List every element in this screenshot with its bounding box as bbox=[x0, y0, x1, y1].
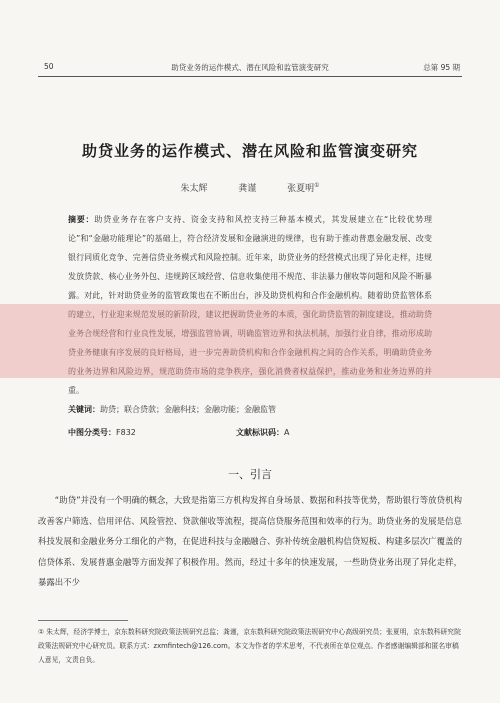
intro-paragraph: “助贷”并没有一个明确的概念，大致是指第三方机构发挥自身场景、数据和科技等优势，帮助银行等放贷机构改善客户筛选、信用评估、风险管控、贷款催收等流程，提高信贷服务范围和效率的行为。助贷业务的发展是信息科技发展和金融业务分工细化的产物，在促进科技与金融融合、弥补传统金融机构信贷短板、构建多层次广覆盖的信贷体系、发展普惠金融等方面发挥了积极作用。然而，经过十多年的快速发展，一些助贷业务出现了异化走样，暴露出不少 bbox=[38, 495, 462, 587]
header-divider bbox=[38, 76, 462, 77]
keywords-label: 关键词： bbox=[68, 405, 100, 414]
footnote-divider bbox=[38, 620, 128, 621]
article-title: 助贷业务的运作模式、潜在风险和监管演变研究 bbox=[81, 142, 418, 160]
running-header bbox=[38, 62, 462, 76]
issue-number: 总第 95 期 bbox=[423, 63, 460, 72]
classification-line bbox=[68, 427, 432, 438]
abstract-text: 助贷业务存在客户支持、资金支持和风控支持三种基本模式，其发展建立在“比较优势理论”和“金融功能理论”的基础上，符合经济发展和金融演进的规律，也有助于推动普惠金融发展、改变银行同质化竞争、完善信贷业务模式和风险控制。近年来，助贷业务的经营模式出现了异化走样，违规发放贷款、核心业务外包、违规跨区域经营、信息收集使用不规范、非法暴力催收等问题和风险不断暴露。对此，针对助贷业务的监管政策也在不断出台，涉及助贷机构和合作金融机构。随着助贷监管体系的建立，行业迎来规范发展的新阶段，建议把握助贷业务的本质，强化助贷监管的制度建设，推动助贷业务合规经营和行业良性发展，增强监管协调，明确监管边界和执法机制，加强行业自律，推动形成助贷业务健康有序发展的良好格局，进一步完善助贷机构和合作金融机构之间的合作关系，明确助贷业务的业务边界和风险边界，规范助贷市场的竞争秩序，强化消费者权益保护，推动业务和业务边界的并重。 bbox=[68, 215, 433, 395]
section-heading: 一、引言 bbox=[228, 468, 272, 481]
clc-value: F832 bbox=[116, 428, 136, 437]
author-footnote: ① 朱太辉，经济学博士，京东数科研究院政策法规研究总监；龚谨，京东数科研究院政策法规研究中心高级研究员；张夏明，京东数科研究院政策法规研究中心研究员。联系方式：zxmfintech@126.com。本文为作者的学术思考，不代表所在单位观点。作者感谢编辑部和匿名审稿人意见，文责自负。 bbox=[38, 628, 461, 664]
abstract-label: 摘要： bbox=[68, 215, 95, 224]
clc-label: 中图分类号： bbox=[68, 428, 116, 437]
doc-code-label: 文献标识码： bbox=[236, 428, 284, 437]
watermark-banner bbox=[0, 304, 500, 378]
author-line bbox=[0, 181, 500, 194]
keywords-line bbox=[68, 404, 432, 415]
running-title: 助贷业务的运作模式、潜在风险和监管演变研究 bbox=[171, 63, 329, 72]
author-names: 朱太辉 龚谨 张夏明 bbox=[180, 184, 315, 194]
doc-code-value: A bbox=[284, 428, 290, 437]
page-number: 50 bbox=[44, 62, 54, 71]
author-note-mark: ① bbox=[314, 182, 320, 189]
keywords-text: 助贷；联合贷款；金融科技；金融功能；金融监管 bbox=[100, 405, 276, 414]
